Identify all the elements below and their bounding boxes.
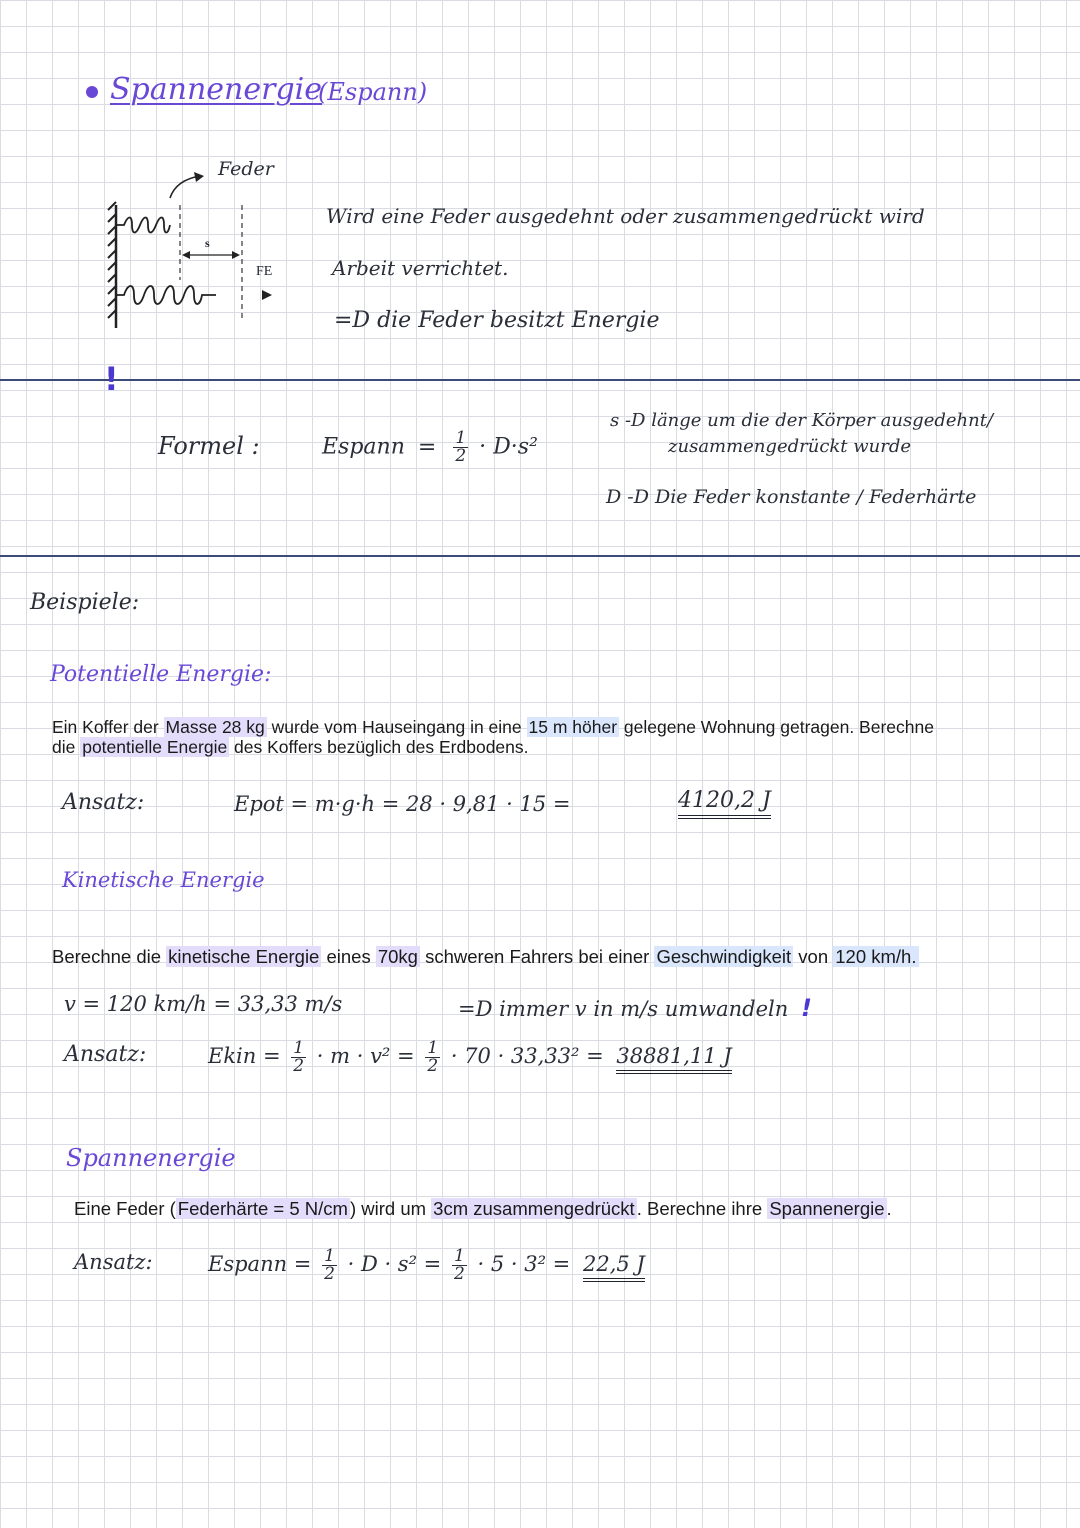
kinetic-task-segment: von	[793, 946, 834, 967]
formula	[322, 430, 538, 465]
diagram-s-label: s	[205, 236, 210, 250]
kinetic-result: 38881,11 J	[616, 1044, 731, 1074]
kinetic-mid2: · 70 · 33,33² =	[450, 1044, 604, 1068]
formula-den: 2	[455, 446, 467, 466]
spring-mid: · D · s² =	[347, 1252, 442, 1276]
spring-lhs: Espann =	[208, 1252, 312, 1276]
exclamation-icon: !	[104, 360, 119, 398]
intro-line-1: Wird eine Feder ausgedehnt oder zusammengedrückt wird	[326, 204, 925, 228]
spring-task-segment: Spannenergie	[769, 1198, 885, 1219]
bullet-icon	[86, 86, 98, 98]
kinetic-formula	[208, 1040, 732, 1075]
kinetic-task-segment: Geschwindigkeit	[656, 946, 792, 967]
potential-task-segment: des Koffers bezüglich des Erdbodens.	[229, 737, 529, 757]
potential-ansatz-label: Ansatz:	[62, 790, 145, 815]
spring-num2: 1	[453, 1246, 465, 1266]
potential-task-segment: die	[52, 737, 81, 757]
kinetic-lhs: Ekin =	[208, 1044, 281, 1068]
spring-mid2: · 5 · 3² =	[477, 1252, 571, 1276]
kinetic-task-segment: eines	[321, 946, 376, 967]
spring-task-segment: .	[886, 1198, 892, 1219]
intro-line-3: =D die Feder besitzt Energie	[334, 308, 660, 333]
kinetic-task-segment: 70kg	[377, 946, 418, 967]
kinetic-task-segment: 120 km/h.	[835, 946, 917, 967]
kinetic-ansatz-label: Ansatz:	[64, 1042, 147, 1067]
formula-lhs: Espann	[322, 434, 405, 460]
formula-eq: =	[417, 434, 437, 460]
potential-task-segment: wurde vom Hauseingang in eine	[266, 717, 527, 737]
diagram-feder-label: Feder	[218, 158, 274, 180]
page-title: Spannenergie	[110, 72, 323, 107]
kinetic-fraction-2	[425, 1040, 440, 1075]
section-divider-bottom	[0, 555, 1080, 557]
spring-task	[74, 1198, 892, 1220]
kinetic-task-segment: schweren Fahrers bei einer	[419, 946, 655, 967]
exclamation-icon: !	[800, 994, 812, 1022]
kinetic-fraction-1	[291, 1040, 306, 1075]
spring-task-segment: ) wird um	[349, 1198, 432, 1219]
spring-task-segment: . Berechne ihre	[636, 1198, 768, 1219]
formula-rhs: · D·s²	[479, 434, 538, 460]
kinetic-task-segment: kinetische Energie	[168, 946, 320, 967]
diagram-force-label: FE	[256, 264, 273, 279]
spring-den: 2	[324, 1264, 335, 1284]
potential-task-segment: potentielle Energie	[82, 737, 228, 757]
kinetic-num: 1	[293, 1038, 305, 1058]
potential-task-segment: Ein Koffer der	[52, 717, 164, 737]
potential-task-line-2	[52, 737, 529, 758]
note-s-line-1: s -D länge um die der Körper ausgedehnt/	[610, 410, 994, 431]
kinetic-hint-text: =D immer v in m/s umwandeln	[458, 997, 789, 1021]
potential-result: 4120,2 J	[678, 788, 771, 819]
potential-task-segment: Masse 28 kg	[165, 717, 265, 737]
spring-ansatz-label: Ansatz:	[74, 1250, 153, 1274]
potential-title: Potentielle Energie:	[50, 662, 272, 687]
kinetic-title: Kinetische Energie	[62, 868, 265, 892]
kinetic-hint	[458, 994, 812, 1022]
potential-task-line-1	[52, 717, 934, 738]
formula-fraction	[453, 430, 468, 465]
spring-task-segment: 3cm zusammengedrückt	[433, 1198, 635, 1219]
section-divider-top	[0, 379, 1080, 381]
kinetic-den: 2	[293, 1056, 305, 1076]
spring-result: 22,5 J	[583, 1252, 645, 1282]
kinetic-mid: · m · v² =	[316, 1044, 415, 1068]
spring-den2: 2	[453, 1264, 465, 1284]
potential-calc: Epot = m·g·h = 28 · 9,81 · 15 =	[234, 792, 571, 816]
potential-task-segment: gelegene Wohnung getragen. Berechne	[619, 717, 934, 737]
kinetic-conversion: v = 120 km/h = 33,33 m/s	[64, 992, 343, 1016]
spring-title: Spannenergie	[66, 1144, 236, 1172]
formula-label: Formel :	[158, 432, 260, 460]
spring-fraction-2	[452, 1248, 467, 1283]
kinetic-task	[52, 946, 919, 968]
formula-num: 1	[455, 428, 467, 448]
kinetic-task-segment: Berechne die	[52, 946, 167, 967]
spring-task-segment: Federhärte = 5 N/cm	[177, 1198, 348, 1219]
spring-task-segment: Eine Feder (	[74, 1198, 176, 1219]
intro-line-2: Arbeit verrichtet.	[332, 256, 509, 280]
spring-num: 1	[324, 1246, 335, 1266]
spring-formula	[208, 1248, 645, 1283]
kinetic-den2: 2	[427, 1056, 439, 1076]
potential-task-segment: 15 m höher	[528, 717, 618, 737]
examples-title: Beispiele:	[30, 590, 140, 615]
kinetic-num2: 1	[427, 1038, 439, 1058]
note-d: D -D Die Feder konstante / Federhärte	[606, 486, 977, 508]
title-abbrev: (Espann)	[318, 78, 428, 106]
spring-fraction-1	[322, 1248, 337, 1283]
note-s-line-2: zusammengedrückt wurde	[668, 436, 912, 457]
